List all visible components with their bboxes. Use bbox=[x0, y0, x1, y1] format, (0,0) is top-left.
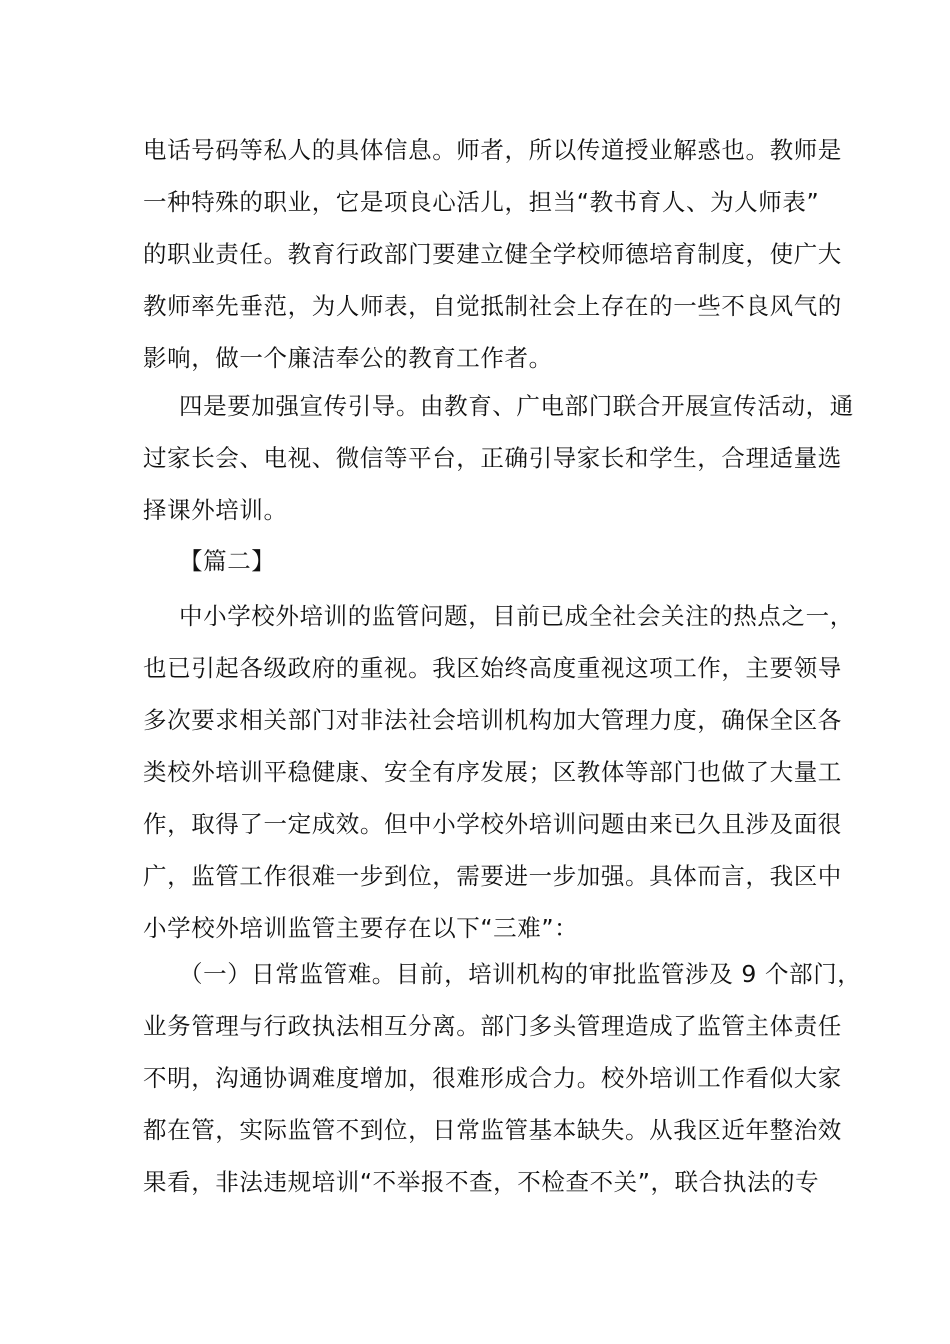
text-line: 择课外培训。 bbox=[143, 496, 288, 524]
text-line: 小学校外培训监管主要存在以下“三难”： bbox=[143, 914, 579, 942]
section-heading-block bbox=[143, 535, 811, 587]
paragraph-2 bbox=[143, 380, 854, 536]
text-line: 的职业责任。教育行政部门要建立健全学校师德培育制度，使广大 bbox=[143, 240, 842, 268]
text-line: 类校外培训平稳健康、安全有序发展；区教体等部门也做了大量工 bbox=[143, 758, 842, 786]
text-line: 电话号码等私人的具体信息。师者，所以传道授业解惑也。教师是 bbox=[143, 136, 842, 164]
text-line: 不明，沟通协调难度增加，很难形成合力。校外培训工作看似大家 bbox=[143, 1064, 842, 1092]
paragraph-1 bbox=[143, 124, 842, 384]
text-line: 四是要加强宣传引导。由教育、广电部门联合开展宣传活动，通 bbox=[179, 392, 854, 420]
text-line: 作，取得了一定成效。但中小学校外培训问题由来已久且涉及面很 bbox=[143, 810, 842, 838]
text-line: 中小学校外培训的监管问题，目前已成全社会关注的热点之一， bbox=[179, 602, 854, 630]
text-line: 多次要求相关部门对非法社会培训机构加大管理力度，确保全区各 bbox=[143, 706, 842, 734]
paragraph-3 bbox=[143, 590, 854, 954]
text-line: 影响，做一个廉洁奉公的教育工作者。 bbox=[143, 344, 553, 372]
text-line: 都在管，实际监管不到位，日常监管基本缺失。从我区近年整治效 bbox=[143, 1116, 842, 1144]
text-line: 一种特殊的职业，它是项良心活儿，担当“教书育人、为人师表” bbox=[143, 188, 820, 216]
text-line: 果看，非法违规培训“不举报不查，不检查不关”，联合执法的专 bbox=[143, 1168, 820, 1196]
text-line: 也已引起各级政府的重视。我区始终高度重视这项工作，主要领导 bbox=[143, 654, 842, 682]
text-line: （一）日常监管难。目前，培训机构的审批监管涉及 9 个部门， bbox=[179, 960, 862, 988]
text-line: 过家长会、电视、微信等平台，正确引导家长和学生，合理适量选 bbox=[143, 444, 842, 472]
paragraph-4 bbox=[143, 948, 862, 1208]
text-line: 广，监管工作很难一步到位，需要进一步加强。具体而言，我区中 bbox=[143, 862, 842, 890]
text-line: 教师率先垂范，为人师表，自觉抵制社会上存在的一些不良风气的 bbox=[143, 292, 842, 320]
text-line: 业务管理与行政执法相互分离。部门多头管理造成了监管主体责任 bbox=[143, 1012, 842, 1040]
section-heading: 【篇二】 bbox=[179, 547, 276, 575]
